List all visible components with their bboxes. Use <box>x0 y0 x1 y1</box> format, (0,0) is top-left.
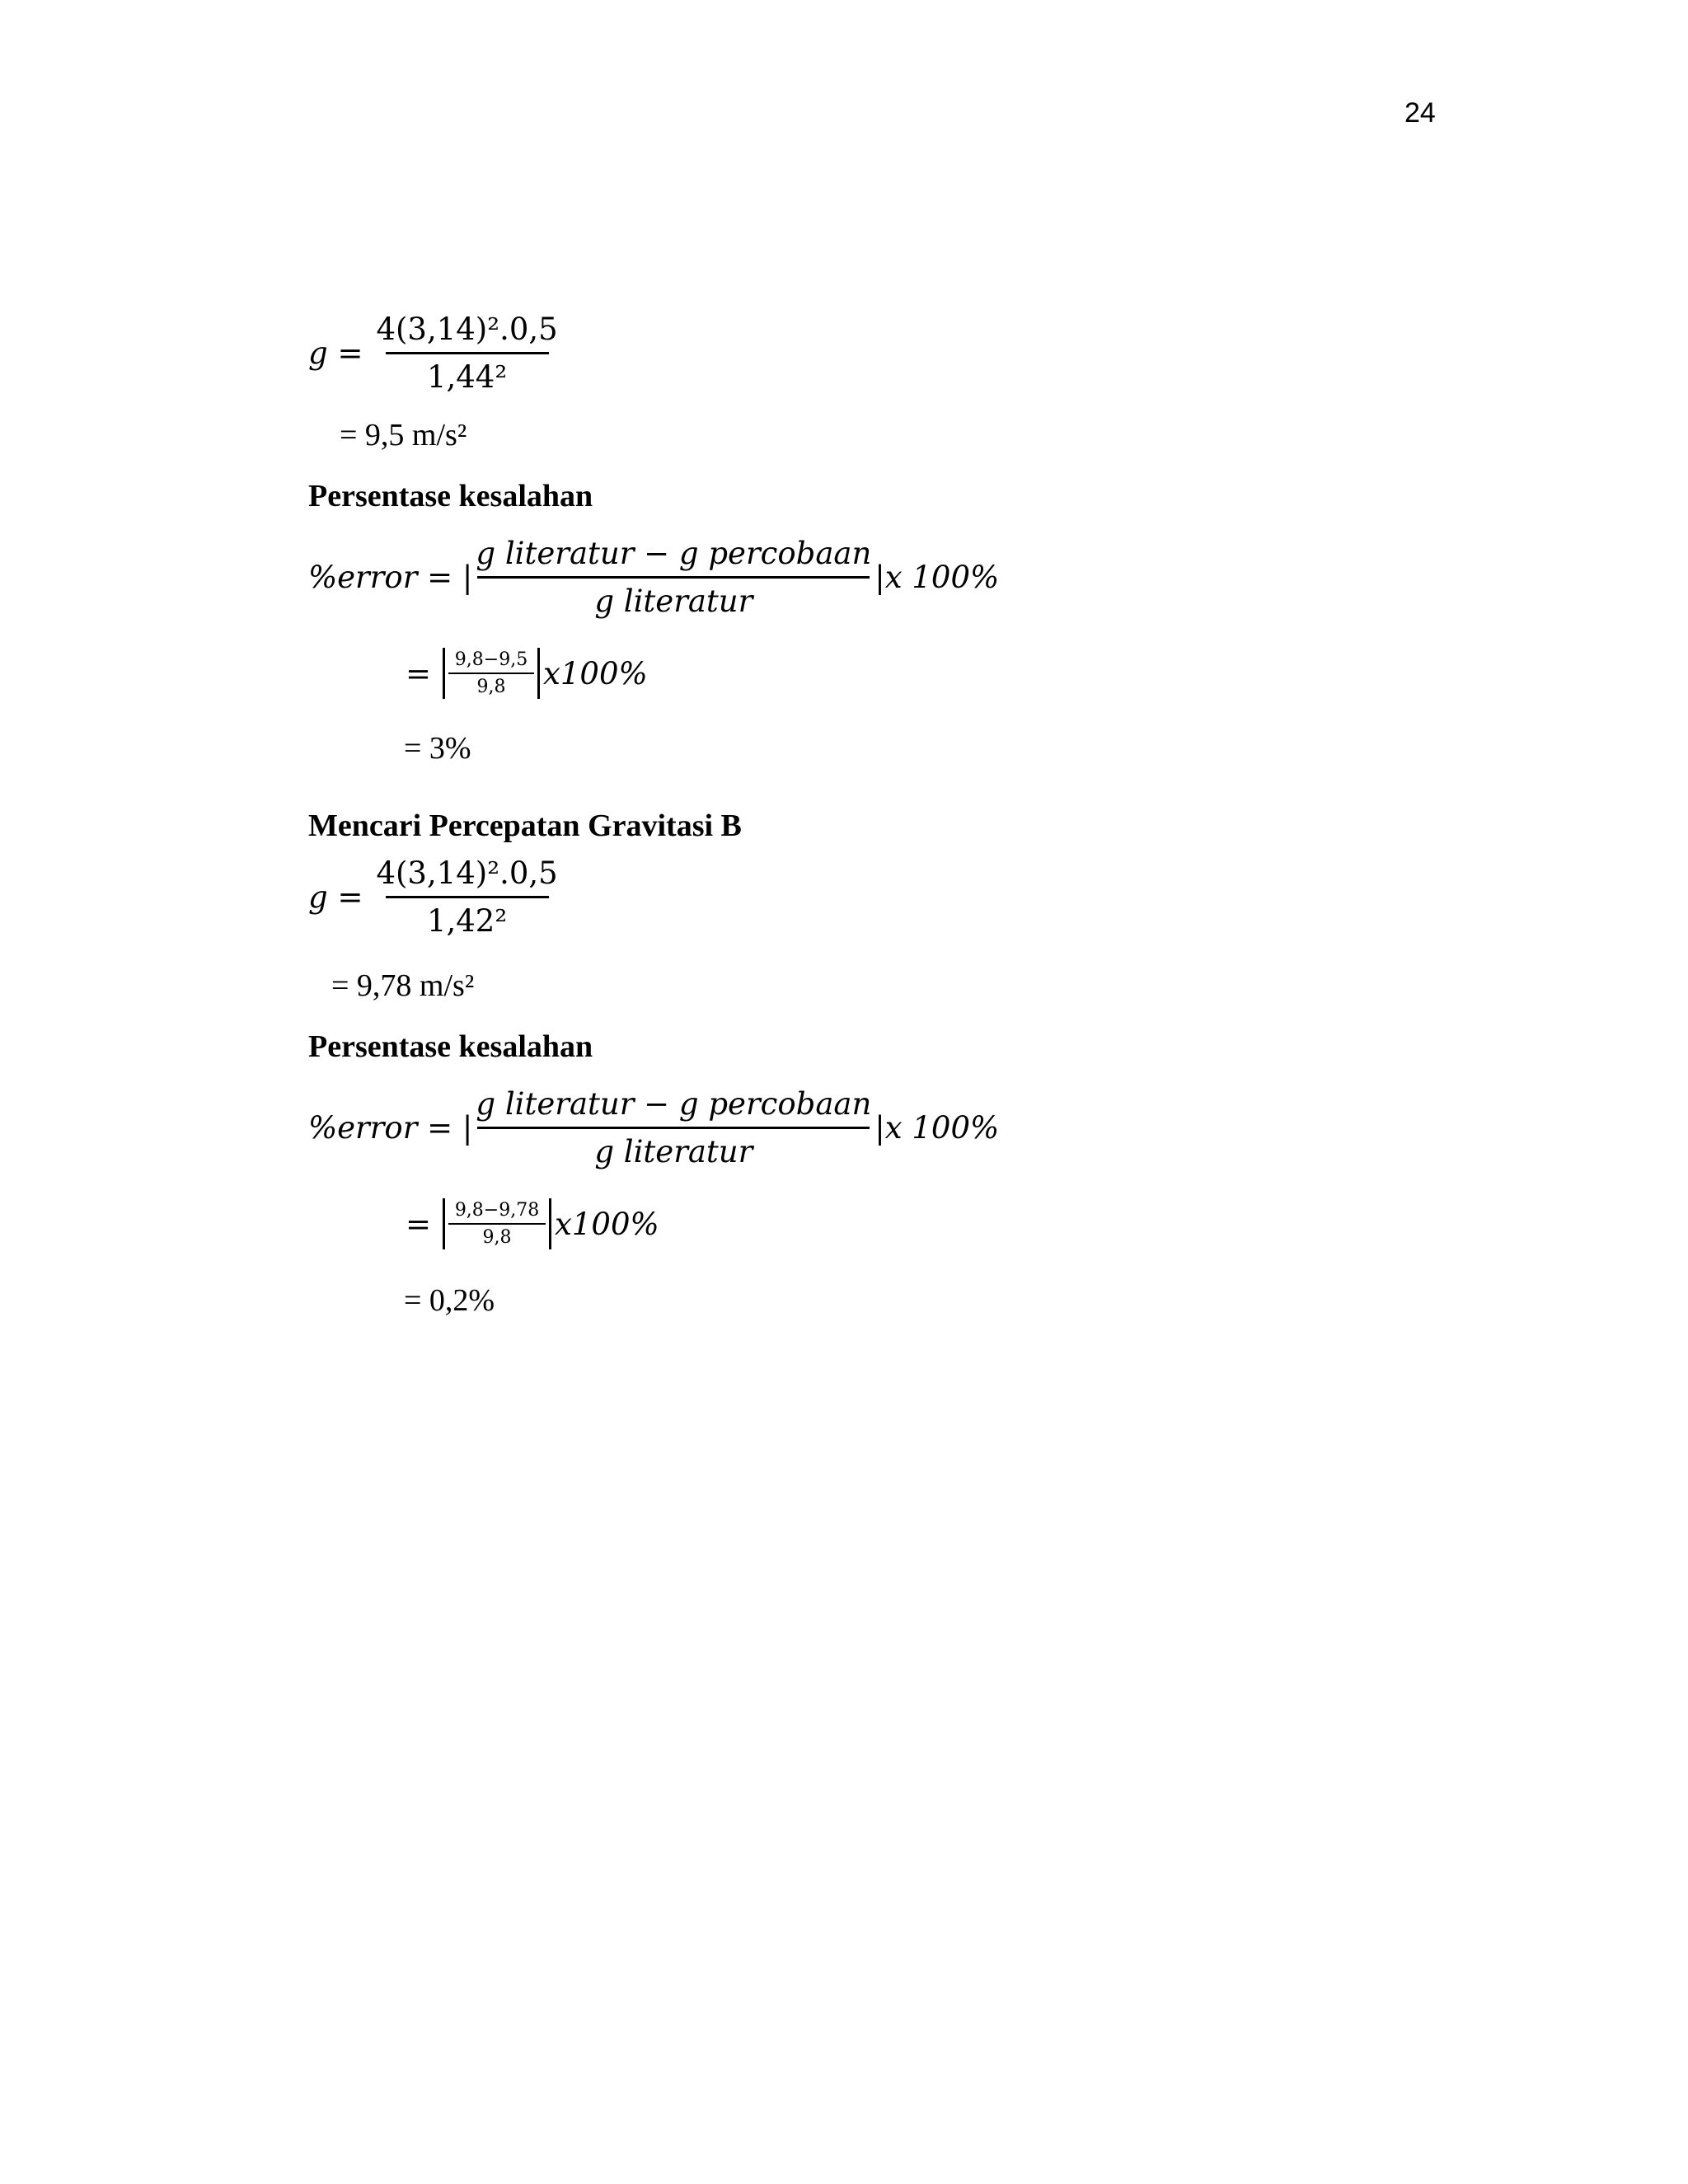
error-rhs: |x 100% <box>874 560 1000 595</box>
error-numerator: g literatur − g percobaan <box>476 1086 872 1122</box>
error-heading-b: Persentase kesalahan <box>308 1029 593 1064</box>
gravity-formula-b <box>308 855 561 939</box>
formula-lhs: g = <box>308 879 363 915</box>
error-denominator: g literatur <box>477 576 870 619</box>
error-denominator: g literatur <box>477 1127 870 1169</box>
calc-denominator: 9,8 <box>448 673 534 697</box>
error-lhs: %error = | <box>308 560 473 595</box>
error-formula-b <box>308 1086 999 1169</box>
gravity-result-b: = 9,78 m/s² <box>331 968 475 1003</box>
error-formula-a <box>308 536 999 619</box>
calc-numerator: 9,8−9,5 <box>454 649 528 670</box>
page-number: 24 <box>1404 97 1436 129</box>
error-numerator: g literatur − g percobaan <box>476 536 872 571</box>
calc-denominator: 9,8 <box>448 1223 546 1248</box>
error-fraction <box>472 1086 874 1169</box>
calc-fraction <box>448 1200 546 1248</box>
gravity-fraction <box>373 855 560 939</box>
fraction-numerator: 4(3,14)².0,5 <box>376 855 558 891</box>
error-result-b: = 0,2% <box>404 1283 495 1318</box>
error-lhs: %error = | <box>308 1110 473 1146</box>
error-rhs: |x 100% <box>874 1110 1000 1146</box>
gravity-formula-a <box>308 312 561 395</box>
abs-bar-right <box>537 648 540 699</box>
error-heading-a: Persentase kesalahan <box>308 479 593 513</box>
gravity-result-a: = 9,5 m/s² <box>340 418 467 452</box>
calc-rhs: x100% <box>543 655 648 691</box>
calc-rhs: x100% <box>555 1206 659 1242</box>
abs-bar-right <box>549 1198 551 1249</box>
calc-equals: = <box>406 655 432 691</box>
error-calc-a <box>406 648 648 699</box>
fraction-denominator: 1,44² <box>386 352 549 395</box>
error-fraction <box>472 536 874 619</box>
abs-bar-left <box>443 1198 445 1249</box>
gravity-fraction <box>373 312 560 395</box>
calc-fraction <box>448 649 534 697</box>
fraction-numerator: 4(3,14)².0,5 <box>376 312 558 347</box>
abs-bar-left <box>443 648 445 699</box>
calc-numerator: 9,8−9,78 <box>454 1200 540 1221</box>
calc-equals: = <box>406 1206 432 1242</box>
section-b-heading: Mencari Percepatan Gravitasi B <box>308 808 742 843</box>
fraction-denominator: 1,42² <box>386 896 549 939</box>
error-result-a: = 3% <box>404 731 471 766</box>
formula-lhs: g = <box>308 335 363 371</box>
error-calc-b <box>406 1198 659 1249</box>
